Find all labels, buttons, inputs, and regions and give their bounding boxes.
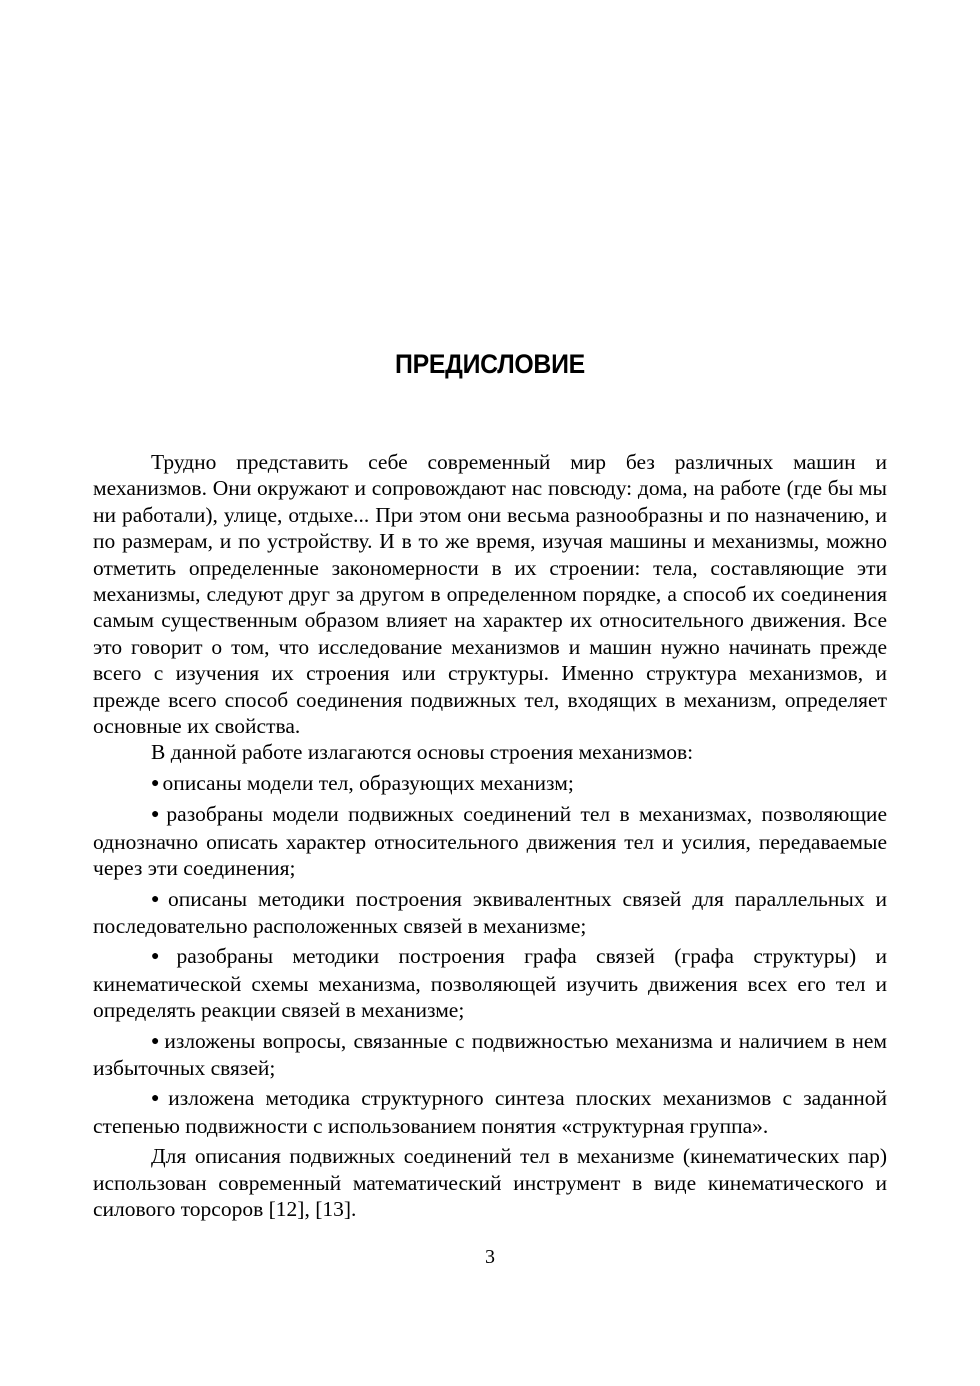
list-lead-paragraph: В данной работе излагаются основы строения механизмов: xyxy=(151,740,694,765)
bullet-text: изложены вопросы, связанные с подвижностью механизма и наличием в нем избыточных связей; xyxy=(93,1028,887,1080)
bullet-icon: ● xyxy=(151,807,164,823)
bullet-icon: ● xyxy=(151,1033,162,1049)
bullet-item xyxy=(93,1028,887,1082)
bullet-item xyxy=(93,770,887,797)
bullet-icon: ● xyxy=(151,891,166,907)
preface-body xyxy=(93,449,887,1222)
bullet-text: описаны методики построения эквивалентных связей для параллельных и последовательно расположенных связей в механизме; xyxy=(93,886,887,938)
bullet-item xyxy=(93,943,887,1023)
bullet-item xyxy=(93,801,887,881)
closing-paragraph: Для описания подвижных соединений тел в механизме (кинематических пар) использован современный математический инструмент в виде кинематического и силового торсоров [12], [13]. xyxy=(93,1144,887,1221)
bullet-text: разобраны методики построения графа связей (графа структуры) и кинематической схемы механизма, позволяющей изучить движения всех его тел и определять реакции связей в механизме; xyxy=(93,944,887,1023)
intro-paragraph: Трудно представить себе современный мир без различных машин и механизмов. Они окружают и сопровождают нас повсюду: дома, на работе (где бы мы ни работали), улице, отдыхе... При этом они весьма разнообразны и по назначению, и по размерам, и по устройству. И в то же время, изучая машины и механизмы, можно отметить определенные закономерности в их строении: тела, составляющие эти механизмы, следуют друг за другом в определенном порядке, а способ их соединения самым существенным образом влияет на характер их относительного движения. Все это говорит о том, что исследование механизмов и машин нужно начинать прежде всего с изучения их строения или структуры. Именно структура механизмов, и прежде всего способ соединения подвижных тел, входящих в механизм, определяет основные их свойства. xyxy=(93,450,887,739)
bullet-icon: ● xyxy=(151,949,174,965)
bullet-icon: ● xyxy=(151,775,160,791)
bullet-item xyxy=(93,886,887,940)
bullet-icon: ● xyxy=(151,1091,166,1107)
bullet-text: изложена методика структурного синтеза плоских механизмов с заданной степенью подвижности с использованием понятия «структурная группа». xyxy=(93,1086,887,1138)
bullet-text: разобраны модели подвижных соединений тел в механизмах, позволяющие однозначно описать характер относительного движения тел и усилия, передаваемые через эти соединения; xyxy=(93,802,887,881)
page-title: ПРЕДИСЛОВИЕ xyxy=(395,349,585,379)
bullet-item xyxy=(93,1085,887,1139)
page-number: 3 xyxy=(485,1246,495,1268)
bullet-text: описаны модели тел, образующих механизм; xyxy=(162,770,574,795)
